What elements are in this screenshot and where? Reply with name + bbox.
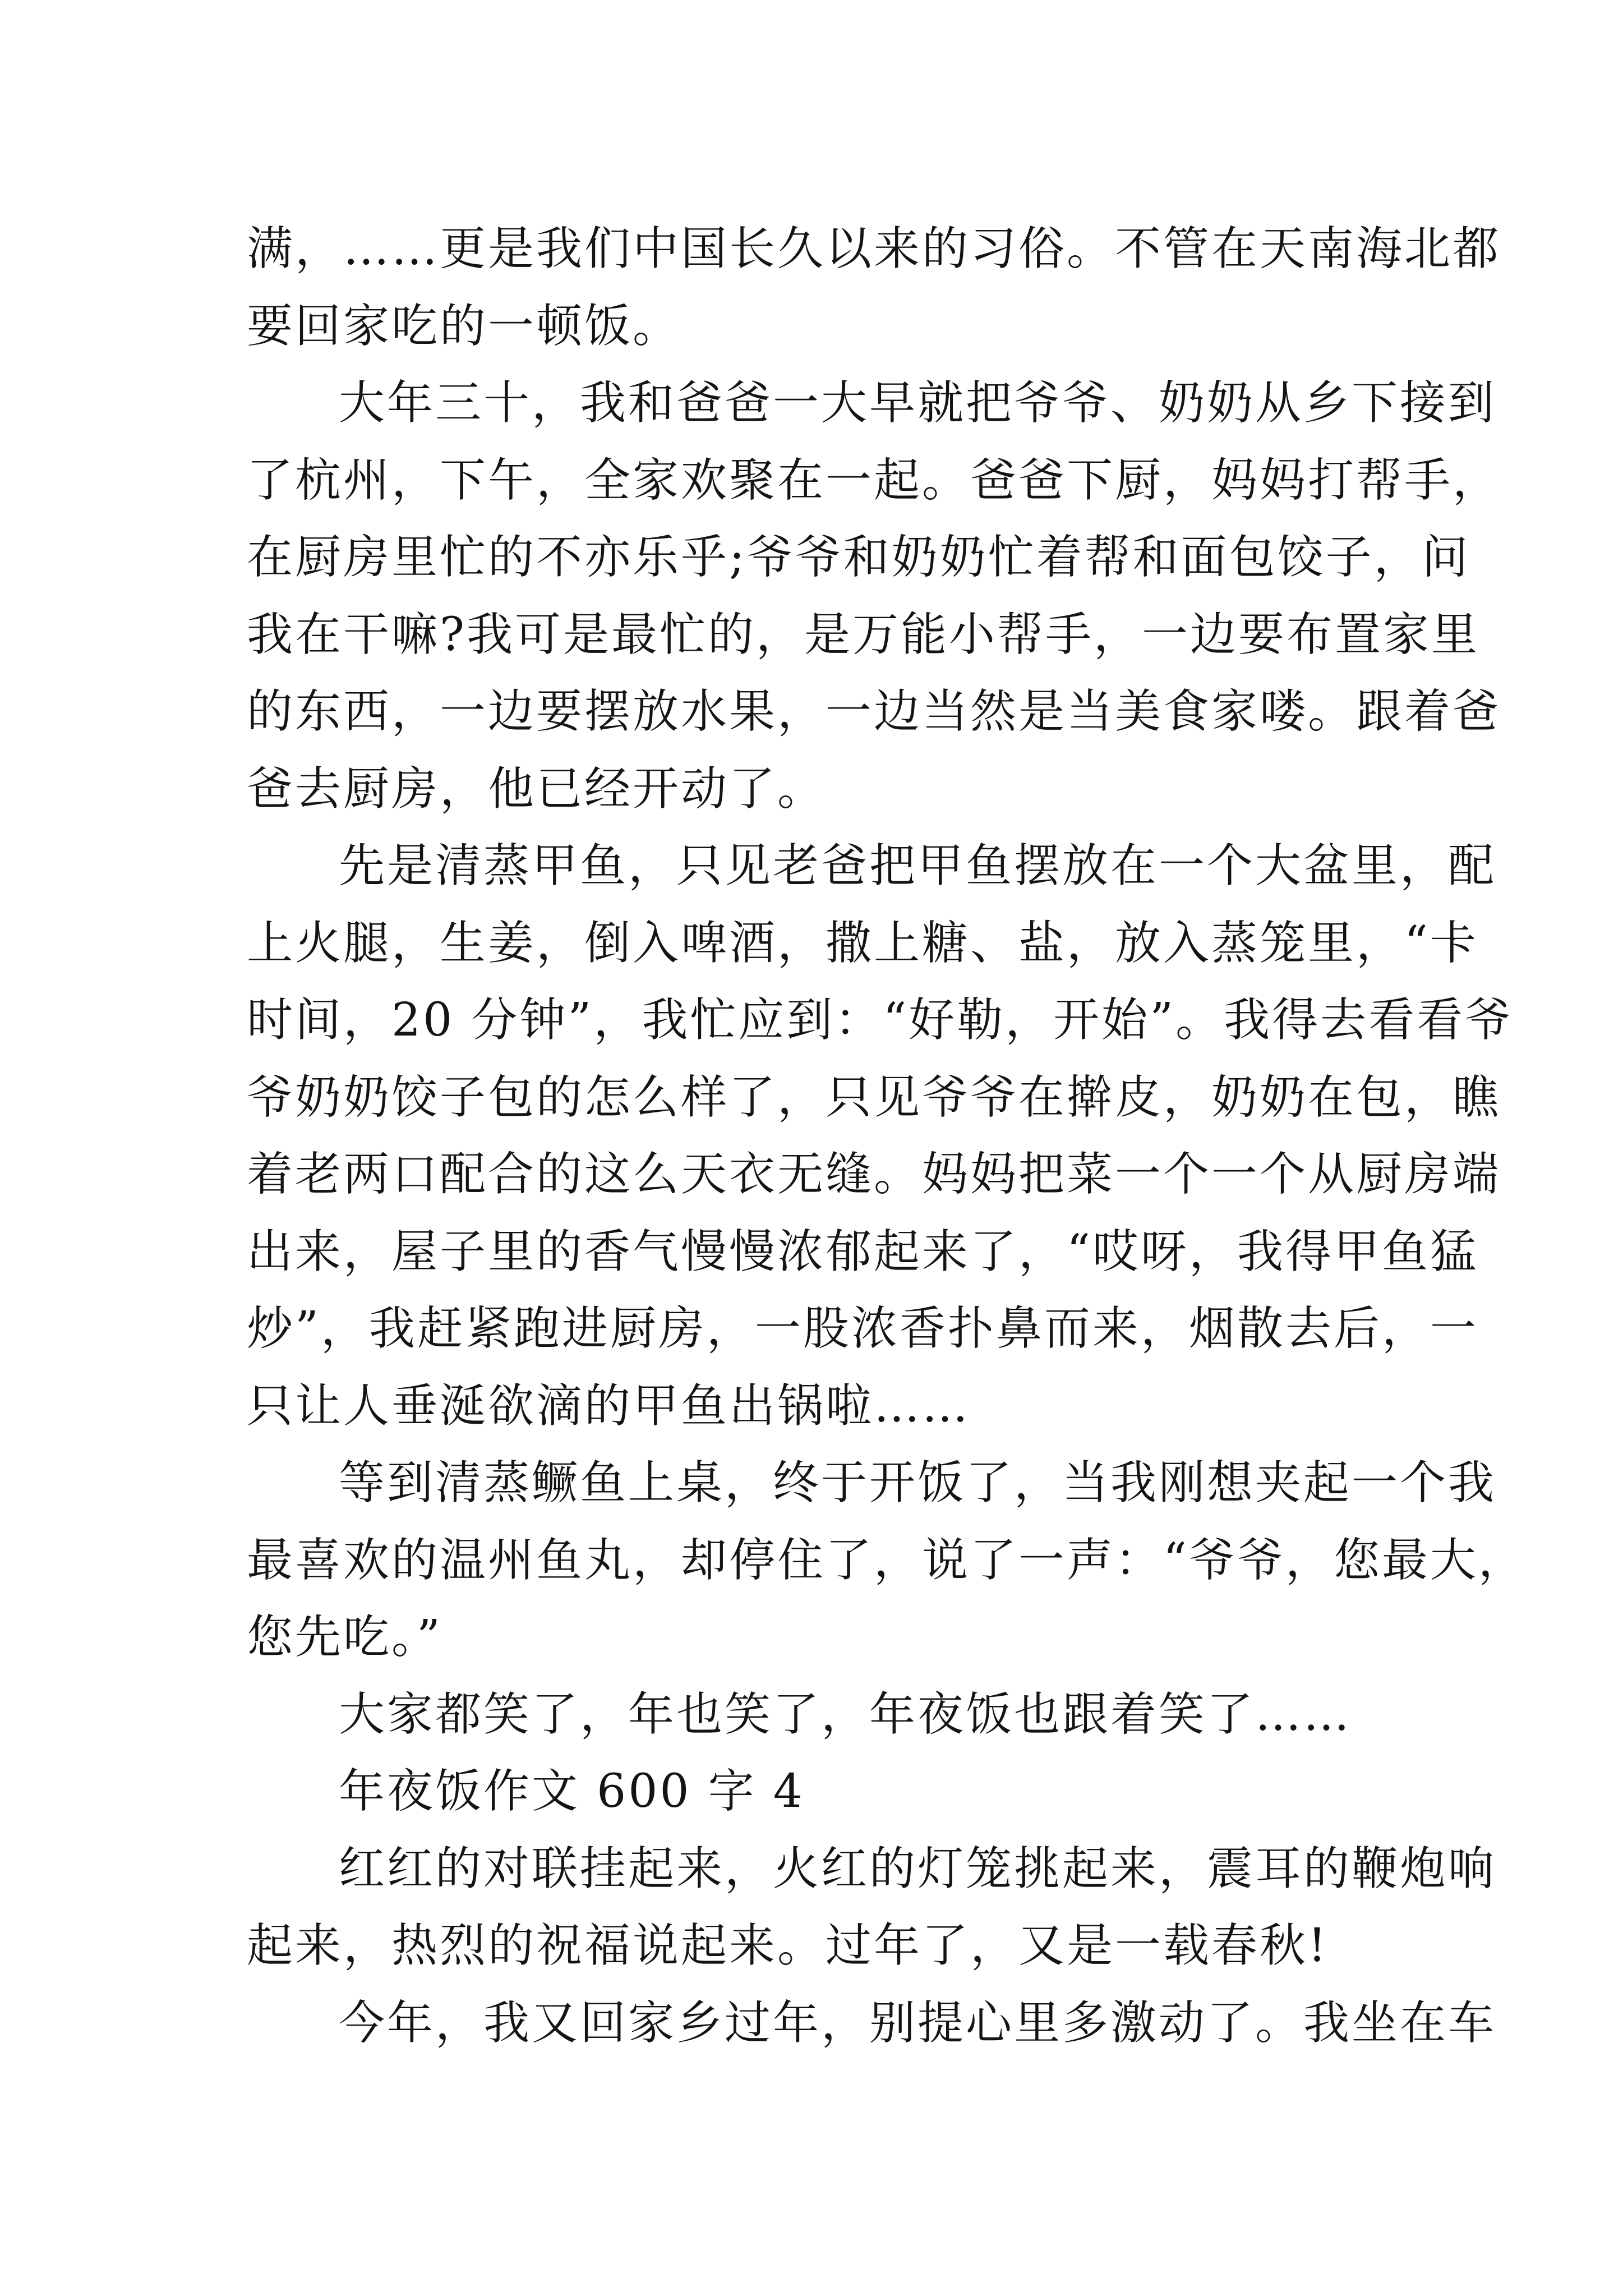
- text-line: 时间，20 分钟”，我忙应到：“好勒，开始”。我得去看看爷: [247, 993, 1514, 1047]
- paragraph: [247, 1753, 1391, 1830]
- text-line: 红红的对联挂起来，火红的灯笼挑起来，震耳的鞭炮响: [339, 1842, 1497, 1895]
- text-line: 炒”，我赶紧跑进厨房，一股浓香扑鼻而来，烟散去后，一: [247, 1302, 1478, 1355]
- text-line: 出来，屋子里的香气慢慢浓郁起来了，“哎呀，我得甲鱼猛: [247, 1225, 1478, 1278]
- text-line: 您先吃。”: [247, 1611, 442, 1664]
- text-line: 大年三十，我和爸爸一大早就把爷爷、奶奶从乡下接到: [339, 376, 1497, 430]
- text-line: 上火腿，生姜，倒入啤酒，撒上糖、盐，放入蒸笼里，“卡: [247, 916, 1478, 970]
- paragraph: [247, 1676, 1391, 1754]
- text-line: 今年，我又回家乡过年，别提心里多激动了。我坐在车: [339, 1996, 1497, 2050]
- text-line: 我在干嘛?我可是最忙的，是万能小帮手，一边要布置家里: [247, 608, 1479, 661]
- text-line: 只让人垂涎欲滴的甲鱼出锅啦……: [247, 1379, 971, 1433]
- text-line: 先是清蒸甲鱼，只见老爸把甲鱼摆放在一个大盆里，配: [339, 839, 1497, 892]
- paragraph: [247, 1985, 1497, 2062]
- text-line: 爸去厨房，他已经开动了。: [247, 762, 826, 816]
- paragraph: [247, 365, 1501, 827]
- text-line: 要回家吃的一顿饭。: [247, 299, 681, 353]
- text-line: 着老两口配合的这么天衣无缝。妈妈把菜一个一个从厨房端: [247, 1148, 1501, 1201]
- document-body: [247, 210, 1527, 2062]
- text-line: 的东西，一边要摆放水果，一边当然是当美食家喽。跟着爸: [247, 685, 1501, 738]
- paragraph: [247, 827, 1514, 1444]
- text-line: 等到清蒸鳜鱼上桌，终于开饭了，当我刚想夹起一个我: [339, 1456, 1497, 1510]
- paragraph: [247, 1830, 1497, 1985]
- text-line: 起来，热烈的祝福说起来。过年了，又是一载春秋!: [247, 1919, 1329, 1972]
- text-line: 最喜欢的温州鱼丸，却停住了，说了一声：“爷爷，您最大，: [247, 1533, 1527, 1587]
- text-line: 了杭州，下午，全家欢聚在一起。爸爸下厨，妈妈打帮手，: [247, 453, 1501, 507]
- paragraph: [247, 1444, 1527, 1676]
- text-line: 大家都笑了，年也笑了，年夜饭也跟着笑了……: [339, 1687, 1352, 1741]
- text-line: 年夜饭作文 600 字 4: [339, 1765, 805, 1818]
- text-line: 在厨房里忙的不亦乐乎;爷爷和奶奶忙着帮和面包饺子，问: [247, 531, 1470, 584]
- text-line: 满，……更是我们中国长久以来的习俗。不管在天南海北都: [247, 222, 1501, 275]
- text-line: 爷奶奶饺子包的怎么样了，只见爷爷在擀皮，奶奶在包，瞧: [247, 1070, 1501, 1124]
- paragraph: [247, 210, 1501, 365]
